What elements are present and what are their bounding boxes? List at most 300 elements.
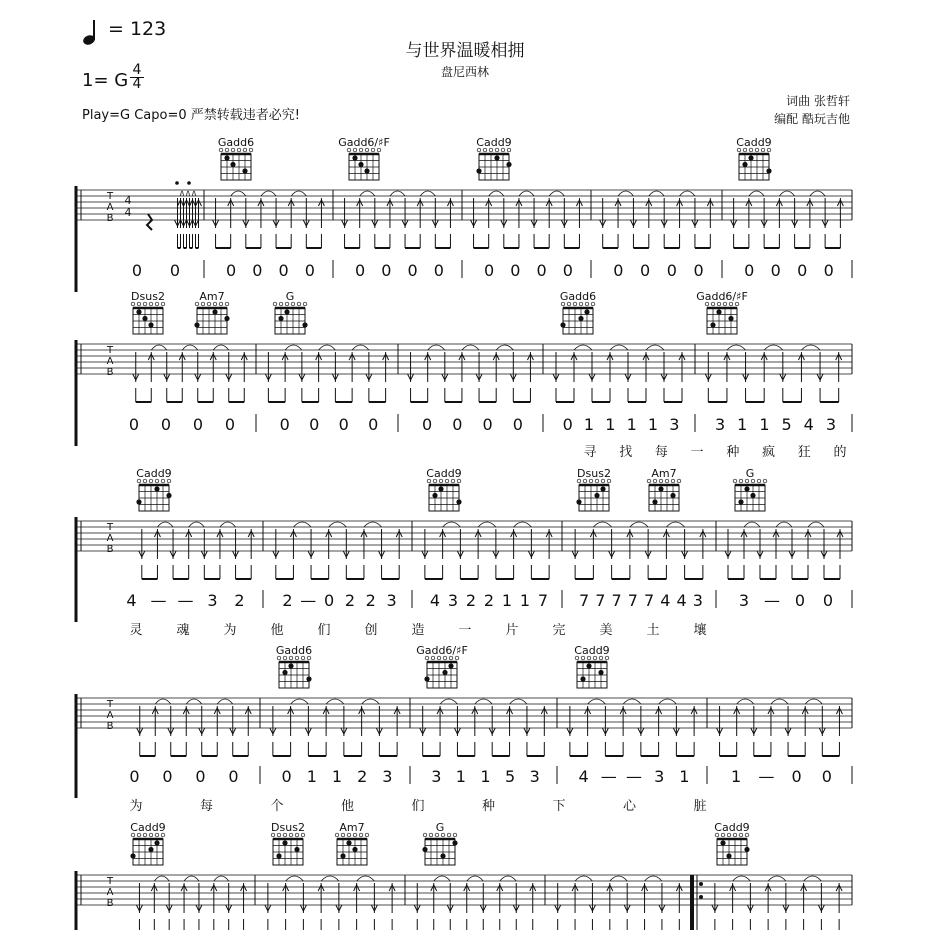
sustain-dash: — [764,591,780,610]
finger-dot [438,486,443,491]
jianpu-note: 1 [679,767,690,786]
lyric-char: 狂 [797,445,811,460]
jianpu-note: 0 [281,767,292,786]
chord-name: Gadd6/♯F [696,290,748,303]
lyric-char: 造 [411,623,425,638]
chord-name: Gadd6/♯F [416,644,468,657]
tie [680,191,695,196]
finger-dot [306,676,311,681]
lyric-char: 个 [270,799,284,814]
tab-system [76,340,852,460]
jianpu-note: 3 [714,415,726,434]
chord-name: Dsus2 [577,467,611,480]
jianpu-note: 0 [278,261,289,280]
chord-diagram [271,821,305,865]
finger-dot [212,309,217,314]
jianpu-note: 0 [407,261,418,280]
tie [519,191,534,196]
tab-clef-letter: B [106,213,114,224]
chord-diagram [426,467,461,511]
jianpu-note: 3 [447,591,459,610]
jianpu-note: 0 [823,261,834,280]
finger-dot [738,499,743,504]
finger-dot [230,162,235,167]
jianpu-note: 5 [781,415,792,434]
rhythm-dot [187,181,191,185]
open-string-marker [279,302,283,306]
tie [744,522,760,527]
tie [749,191,764,196]
jianpu-note: 4 [803,415,814,434]
tie [776,522,792,527]
tie [434,876,451,881]
tab-system [76,186,852,292]
jianpu-note: 2 [465,591,477,610]
chord-diagram [338,136,390,180]
lyric-char: 他 [270,623,284,638]
jianpu-note: 1 [731,767,742,786]
tie [593,522,611,527]
chord-diagram [696,290,748,334]
tie [514,522,532,527]
finger-dot [352,847,357,852]
jianpu-note: 0 [355,261,366,280]
jianpu-note: 5 [505,767,516,786]
tab-clef-letter: B [106,721,114,732]
chord-name: Gadd6 [559,290,597,303]
open-string-marker [303,302,307,306]
jianpu-note: 3 [386,591,397,610]
jianpu-note: 4 [578,767,589,786]
jianpu-note: 0 [224,415,236,434]
tie [184,876,199,881]
tie [805,699,822,704]
jianpu-note: 3 [382,767,393,786]
lyric-char: 完 [552,623,566,638]
jianpu-note: 0 [452,415,463,434]
tie [157,522,173,527]
jianpu-note: 2 [357,767,368,786]
jianpu-note: 1 [519,591,531,610]
tie [610,345,628,350]
finger-dot [576,499,581,504]
chord-name: Cadd9 [476,136,512,149]
lyric-char: 创 [364,623,378,638]
finger-dot [142,316,147,321]
tie [666,522,684,527]
chord-diagram [560,290,596,334]
tie [182,345,198,350]
finger-dot [594,493,599,498]
jianpu-note: 1 [605,415,616,434]
jianpu-note: 1 [647,415,659,434]
lyric-char: 美 [599,623,613,638]
sustain-dash: — [600,767,617,786]
finger-dot [494,155,499,160]
finger-dot [136,309,141,314]
finger-dot [670,493,675,498]
open-string-marker [225,302,229,306]
tie [610,876,627,881]
jianpu-note: 0 [128,415,140,434]
tab-system [76,694,852,814]
finger-dot [224,316,229,321]
finger-dot [432,493,437,498]
jianpu-note: 1 [306,767,317,786]
lyric-char: 为 [223,623,237,638]
tie [291,191,306,196]
tie [357,876,375,881]
finger-dot [766,168,771,173]
lyric-char: 他 [340,799,355,814]
jianpu-note: 0 [368,415,379,434]
tie [390,191,405,196]
open-string-marker [453,833,457,837]
jianpu-note: 0 [129,767,140,786]
finger-dot [364,168,369,173]
jianpu-note: 1 [480,767,491,786]
jianpu-note: 0 [381,261,392,280]
jianpu-note: 3 [692,591,703,610]
open-string-marker [447,833,451,837]
tie [649,191,664,196]
tie [771,699,788,704]
lyric-char: 为 [129,799,143,814]
tab-time-top: 4 [124,194,132,207]
tie [764,345,783,350]
finger-dot [584,309,589,314]
chord-name: Cadd9 [736,136,772,149]
tie [326,699,344,704]
jianpu-note: 3 [738,591,750,610]
jianpu-note: 0 [279,415,290,434]
jianpu-note: 7 [611,591,622,610]
chord-name: Gadd6 [217,136,255,149]
jianpu-note: 4 [429,591,441,610]
tie [329,522,347,527]
arranger-credit: 编配 酷玩吉他 [774,112,850,126]
finger-dot [452,840,457,845]
chord-name: Cadd9 [714,821,750,834]
tie [360,191,375,196]
tab-clef-letter: A [106,887,114,898]
tie [220,522,236,527]
tempo-marking: = 123 [108,18,167,40]
jianpu-note: 1 [737,415,748,434]
lyric-char: 一 [458,623,472,638]
tie [462,345,479,350]
jianpu-note: 2 [282,591,293,610]
jianpu-note: 0 [228,767,239,786]
finger-dot [476,168,481,173]
tie [779,191,794,196]
tab-clef-letter: T [106,191,114,202]
tie [261,191,276,196]
tie [189,522,205,527]
tie [574,345,592,350]
tab-clef-letter: B [106,367,114,378]
tie [231,191,246,196]
finger-dot [748,155,753,160]
jianpu-note: 2 [344,591,356,610]
finger-dot [440,853,445,858]
chord-diagram [335,821,369,865]
jianpu-note: 1 [759,415,770,434]
finger-dot [154,840,159,845]
repeat-dot [699,895,703,899]
chord-diagram [416,644,468,688]
lyric-char: 疯 [762,445,776,460]
jianpu-note: 0 [562,261,573,280]
tie [733,876,751,881]
finger-dot [284,309,289,314]
quarter-rest-icon [147,214,152,230]
finger-dot [456,499,461,504]
finger-dot [728,316,733,321]
jianpu-note: 0 [791,767,802,786]
tie [214,876,229,881]
tie [801,345,820,350]
tie [500,876,517,881]
tab-clef-letter: A [106,356,114,367]
chord-name: Cadd9 [136,467,172,480]
jianpu-note: 0 [510,261,521,280]
jianpu-note: 0 [770,261,781,280]
finger-dot [560,322,565,327]
jianpu-note: 4 [676,591,687,610]
jianpu-note: 0 [536,261,547,280]
open-string-marker [195,302,199,306]
jianpu-note: 0 [482,415,493,434]
finger-dot [166,493,171,498]
jianpu-note: 0 [640,261,651,280]
jianpu-note: 1 [626,415,637,434]
open-string-marker [757,479,761,483]
finger-dot [598,670,603,675]
jianpu-note: 0 [160,415,172,434]
lyric-char: 心 [622,799,637,814]
chord-diagram [733,467,767,511]
finger-dot [136,499,141,504]
lyric-char: 的 [833,445,847,460]
open-string-marker [273,302,277,306]
jianpu-note: 7 [537,591,549,610]
chord-name: Am7 [339,821,365,834]
tie [737,699,754,704]
finger-dot [302,322,307,327]
tie [193,191,196,196]
tab-clef-letter: T [106,345,114,356]
tie [181,191,184,196]
finger-dot [600,486,605,491]
finger-dot [352,155,357,160]
tie [808,522,824,527]
jianpu-note: 0 [433,261,444,280]
jianpu-note: 2 [483,591,495,610]
finger-dot [726,853,731,858]
lyric-char: 寻 [583,445,597,460]
chord-diagram [273,290,307,334]
tie [618,191,633,196]
jianpu-note: 3 [669,415,680,434]
tie [321,876,339,881]
tie [285,345,302,350]
tie [213,345,229,350]
tie [659,699,677,704]
tie [364,522,382,527]
jianpu-note: 0 [192,415,204,434]
finger-dot [282,670,287,675]
key-signature: 1= G [82,70,129,91]
tie [646,345,664,350]
jianpu-note: 4 [660,591,671,610]
chord-diagram [131,290,165,334]
lyric-char: 脏 [693,799,707,814]
finger-dot [658,486,663,491]
jianpu-note: 0 [169,261,181,280]
chord-name: Am7 [199,290,225,303]
repeat-dot [699,882,703,886]
tie [440,699,457,704]
jianpu-note: 0 [794,591,806,610]
tab-clef-letter: A [106,710,114,721]
tie [286,876,304,881]
chord-diagram [130,821,165,865]
chord-name: Gadd6/♯F [338,136,390,149]
jianpu-note: 0 [195,767,206,786]
open-string-marker [733,479,737,483]
finger-dot [506,162,511,167]
tie [645,876,662,881]
tab-clef-letter: B [106,898,114,909]
lyric-char: 找 [619,445,633,460]
finger-dot [346,840,351,845]
chord-diagram [574,644,609,688]
tab-clef-letter: B [106,544,114,555]
finger-dot [130,853,135,858]
finger-dot [742,162,747,167]
open-string-marker [297,302,301,306]
tie [623,699,641,704]
lyric-char: 们 [317,623,331,638]
jianpu-note: 0 [562,415,573,434]
finger-dot [278,316,283,321]
jianpu-note: 0 [131,261,143,280]
song-title: 与世界温暖相拥 [405,41,525,61]
tie [478,522,496,527]
chord-name: Cadd9 [426,467,462,480]
sustain-dash: — [150,591,167,610]
jianpu-note: 3 [431,767,442,786]
tie [443,522,461,527]
artist-name: 盘尼西林 [440,65,489,79]
open-string-marker [429,833,433,837]
tie [804,876,822,881]
finger-dot [282,840,287,845]
finger-dot [242,168,247,173]
lyric-char: 灵 [129,623,143,638]
open-string-marker [763,479,767,483]
tie [630,522,648,527]
finger-dot [148,847,153,852]
jianpu-note: 0 [744,261,755,280]
jianpu-note: 7 [595,591,606,610]
chord-diagram [714,821,749,865]
jianpu-note: 0 [797,261,808,280]
finger-dot [424,676,429,681]
open-string-marker [423,833,427,837]
lyric-char: 壤 [693,623,707,638]
jianpu-note: 0 [822,591,834,610]
chord-diagram [647,467,681,511]
time-signature-bottom: 4 [132,76,142,92]
jianpu-note: 0 [821,767,832,786]
finger-dot [448,663,453,668]
tab-clef-letter: A [106,533,114,544]
finger-dot [586,663,591,668]
jianpu-note: 3 [825,415,837,434]
jianpu-note: 0 [512,415,523,434]
jianpu-note: 7 [579,591,590,610]
play-info: Play=G Capo=0 严禁转载违者必究! [82,108,300,123]
chord-diagram [736,136,771,180]
tie [549,191,564,196]
tie [467,876,484,881]
lyricist-credit: 词曲 张哲轩 [786,94,850,108]
tie [362,699,380,704]
finger-dot [710,322,715,327]
jianpu-note: 0 [613,261,624,280]
jianpu-note: 1 [583,415,595,434]
jianpu-note: 0 [422,415,433,434]
sustain-dash: — [758,767,775,786]
lyric-char: 们 [411,799,425,814]
finger-dot [744,486,749,491]
tie [186,699,202,704]
finger-dot [288,663,293,668]
chord-name: Am7 [651,467,677,480]
chord-diagram [276,644,312,688]
tab-clef-letter: T [106,876,114,887]
jianpu-note: 3 [529,767,540,786]
jianpu-note: 1 [501,591,513,610]
lyric-char: 片 [505,623,519,638]
tab-clef-letter: T [106,699,114,710]
lyric-char: 土 [646,623,660,638]
lyric-char: 魂 [176,623,190,638]
rhythm-dot [175,181,179,185]
chord-name: Dsus2 [271,821,305,834]
chord-diagram [422,821,457,865]
lyric-char: 每 [654,445,668,460]
finger-dot [276,853,281,858]
tab-clef-letter: A [106,202,114,213]
tie [510,699,527,704]
jianpu-note: 0 [693,261,704,280]
chord-diagram [194,290,229,334]
jianpu-note: 3 [207,591,218,610]
tab-system [76,871,852,930]
tie [768,876,786,881]
chord-diagram [476,136,511,180]
tie [420,191,435,196]
finger-dot [580,676,585,681]
chord-name: G [285,290,295,303]
jianpu-note: 0 [484,261,495,280]
tie [217,699,233,704]
jianpu-note: 2 [234,591,245,610]
tie [489,191,504,196]
